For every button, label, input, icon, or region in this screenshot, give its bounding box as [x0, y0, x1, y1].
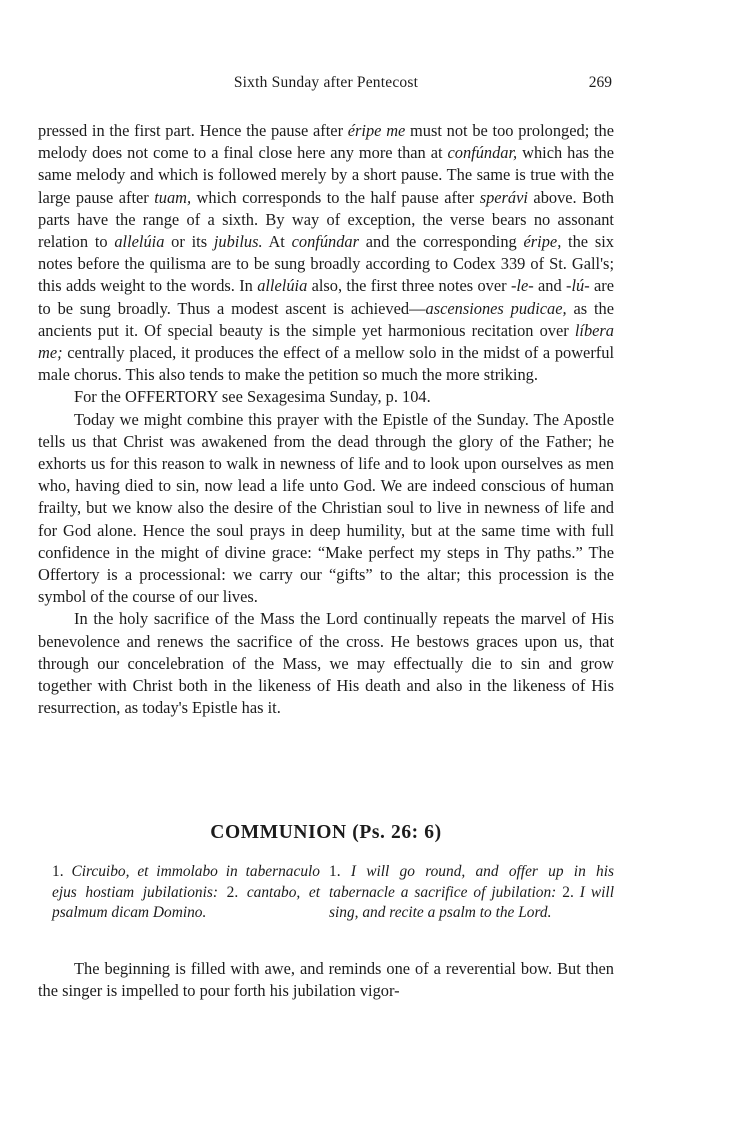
verse-number: 1.	[52, 863, 64, 880]
text-run: or its	[164, 232, 214, 252]
communion-heading	[38, 822, 614, 844]
verse-number: 2.	[226, 883, 239, 901]
latin-column	[52, 862, 320, 924]
text-run: as the ancients put it. Of special beauty is the simple yet harmonious recitation over	[38, 298, 614, 340]
paragraph-p3	[38, 409, 614, 609]
text-run: For the OFFERTORY see Sexagesima Sunday, p. 104.	[74, 387, 431, 407]
italic-term: -lú-	[566, 276, 590, 296]
italic-term: confúndar,	[447, 143, 518, 163]
text-run: the six notes before the quilisma are to be sung broadly according to Codex 339 of St. Gall's; this adds weight to the words. In	[38, 232, 614, 296]
text-run: and	[533, 276, 566, 296]
text-run: Today we might combine this prayer with the Epistle of the Sunday. The Apostle tells us that Christ was awakened from the dead through the glory of the Father; he exhorts us for this reason to walk in newness of life and to look upon ourselves as men who, having died to sin, now lead a life unto God. We are indeed conscious of human frailty, but we know also the desire of the Christian soul to live in newness of life and for God alone. Hence the soul prays in deep humility, but at the same time with full confidence in the might of divine grace: “Make perfect my steps in Thy paths.” The Offertory is a processional: we carry our “gifts” to the altar; this procession is the symbol of the course of our lives.	[38, 409, 614, 607]
verse-number: 1.	[329, 863, 341, 880]
text-run: which corresponds to the half pause after	[191, 187, 480, 207]
italic-term: éripe me	[347, 121, 406, 140]
italic-term: jubilus.	[213, 232, 263, 252]
running-head	[38, 74, 614, 96]
text-run: are to be sung broadly. Thus a modest ascent is achieved—	[38, 276, 615, 318]
verse-number: 2.	[562, 883, 574, 901]
paragraph-p4	[38, 608, 614, 719]
english-column	[329, 862, 614, 924]
text-run: also, the first three notes over	[307, 276, 511, 296]
english-verse: I will go round, and offer up in his tabernacle a sacrifice of jubilation:	[329, 863, 614, 901]
italic-term: ascensiones pudicae,	[425, 298, 567, 318]
text-run: In the holy sacrifice of the Mass the Lord continually repeats the marvel of His benevolence and renews the sacrifice of the cross. He bestows graces upon us, that through our concelebration of the Mass, we may effectually die to sin and grow together with Christ both in the likeness of His death and also in the likeness of His resurrection, as today's Epistle has it.	[38, 609, 614, 718]
communion-reference: (Ps. 26: 6)	[352, 822, 442, 843]
italic-term: tuam,	[154, 187, 192, 207]
italic-term: allelúia	[257, 276, 308, 296]
italic-term: -le-	[510, 276, 534, 296]
text-run: above. Both parts have the range of a sixth. By way of exception, the verse bears no assonant relation to	[38, 187, 614, 252]
italic-term: confúndar	[291, 232, 359, 252]
text-run: and the corresponding	[359, 232, 524, 252]
paragraph-p2	[38, 386, 614, 408]
italic-term: sperávi	[479, 187, 528, 207]
body-text	[38, 120, 614, 719]
italic-term: éripe,	[523, 232, 562, 252]
text-run: which has the same melody and which is followed merely by a short pause. The same is true with the large pause after	[38, 143, 614, 207]
closing-paragraph-block	[38, 958, 614, 1002]
italic-term: líbera me;	[38, 320, 614, 363]
text-run: pressed in the first part. Hence the pause after	[38, 121, 348, 140]
page-number: 269	[588, 74, 612, 91]
english-verse: I will sing, and recite a psalm to the Lord.	[329, 883, 614, 921]
latin-verse: Circuibo, et immolabo in tabernaculo ejus hostiam jubilationis:	[52, 863, 320, 901]
italic-term: allelúia	[114, 232, 165, 252]
paragraph-p1	[38, 120, 614, 386]
text-run: must not be too prolonged; the melody does not come to a final close here any more than at	[38, 121, 615, 163]
text-run: centrally placed, it produces the effect of a mellow solo in the midst of a powerful male chorus. This also tends to make the petition so much the more striking.	[38, 343, 614, 385]
running-title: Sixth Sunday after Pentecost	[233, 74, 419, 91]
latin-verse: cantabo, et psalmum dicam Domino.	[52, 883, 320, 921]
closing-paragraph: The beginning is filled with awe, and reminds one of a reverential bow. But then the singer is impelled to pour forth his jubilation vigor-	[38, 959, 614, 1001]
text-run: At	[262, 232, 292, 252]
communion-title: COMMUNION	[210, 822, 347, 843]
